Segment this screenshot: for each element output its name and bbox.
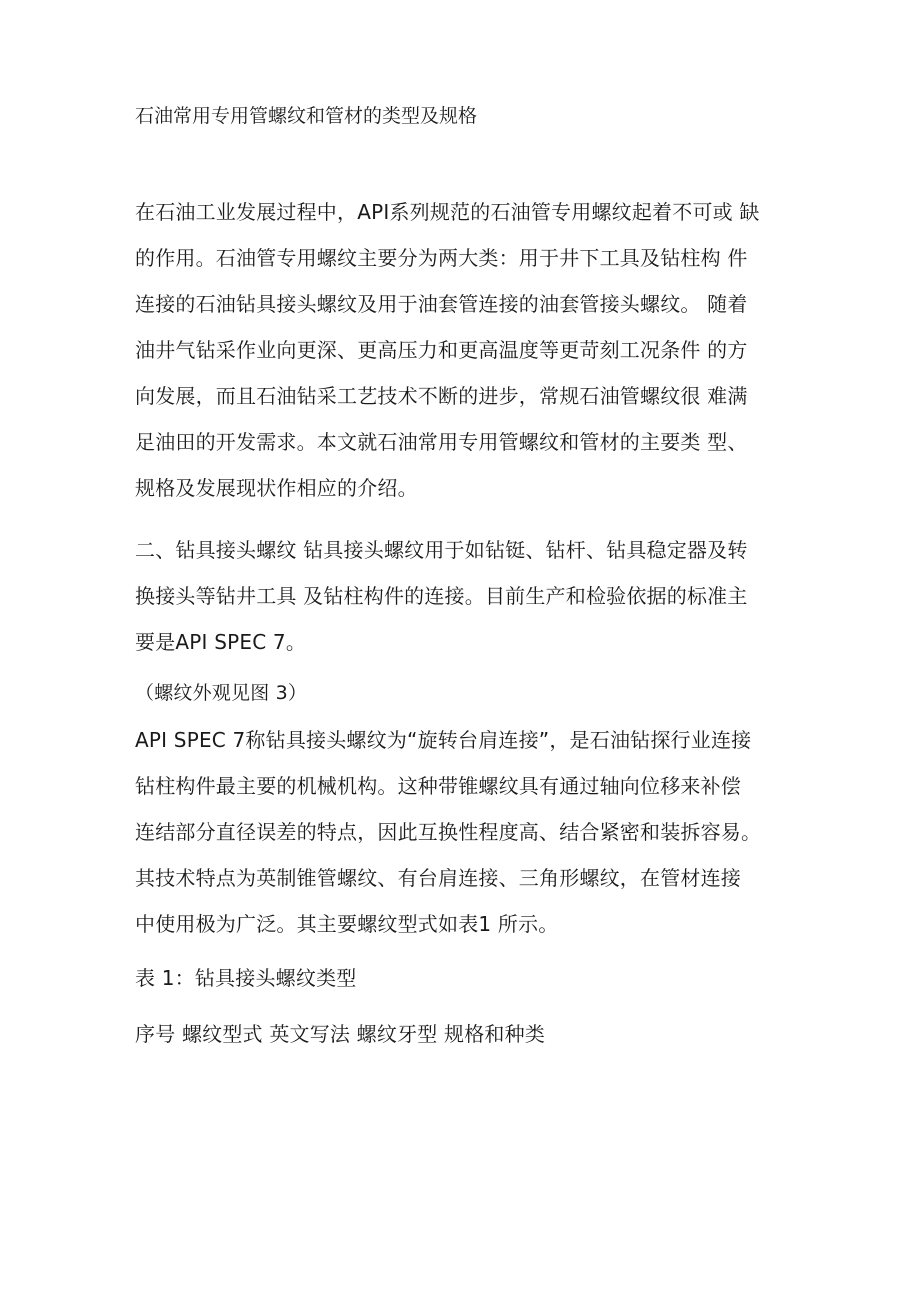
table-caption: 表 1：钻具接头螺纹类型 [135,966,357,990]
section-line-1: 二、钻具接头螺纹 钻具接头螺纹用于如钻铤、钻杆、钻具稳定器及转 [135,538,748,562]
paragraph-line-2: 的作用。石油管专用螺纹主要分为两大类：用于井下工具及钻柱构 件 [135,246,748,270]
section-line-2: 换接头等钻井工具 及钻柱构件的连接。目前生产和检验依据的标准主 [135,584,748,608]
api-line-3: 连结部分直径误差的特点，因此互换性程度高、结合紧密和装拆容易。 [135,820,762,844]
api-line-1: API SPEC 7称钻具接头螺纹为“旋转台肩连接”，是石油钻探行业连接 [135,728,752,752]
paragraph-line-7: 规格及发展现状作相应的介绍。 [135,476,418,500]
paragraph-line-1: 在石油工业发展过程中，API系列规范的石油管专用螺纹起着不可或 缺 [135,200,760,224]
table-header-row: 序号 螺纹型式 英文写法 螺纹牙型 规格和种类 [135,1022,546,1046]
paragraph-line-3: 连接的石油钻具接头螺纹及用于油套管连接的油套管接头螺纹。 随着 [135,292,748,316]
api-line-4: 其技术特点为英制锥管螺纹、有台肩连接、三角形螺纹，在管材连接 [135,866,741,890]
paragraph-line-4: 油井气钻采作业向更深、更高压力和更高温度等更苛刻工况条件 的方 [135,338,748,362]
figure-note: （螺纹外观见图 3） [135,682,308,704]
api-line-2: 钻柱构件最主要的机械机构。这种带锥螺纹具有通过轴向位移来补偿 [135,774,741,798]
section-line-3: 要是API SPEC 7。 [135,630,307,654]
paragraph-line-5: 向发展，而且石油钻采工艺技术不断的进步，常规石油管螺纹很 难满 [135,384,748,408]
paragraph-line-6: 足油田的开发需求。本文就石油常用专用管螺纹和管材的主要类 型、 [135,430,748,454]
document-title: 石油常用专用管螺纹和管材的类型及规格 [135,105,478,127]
api-line-5: 中使用极为广泛。其主要螺纹型式如表1 所示。 [135,912,559,936]
